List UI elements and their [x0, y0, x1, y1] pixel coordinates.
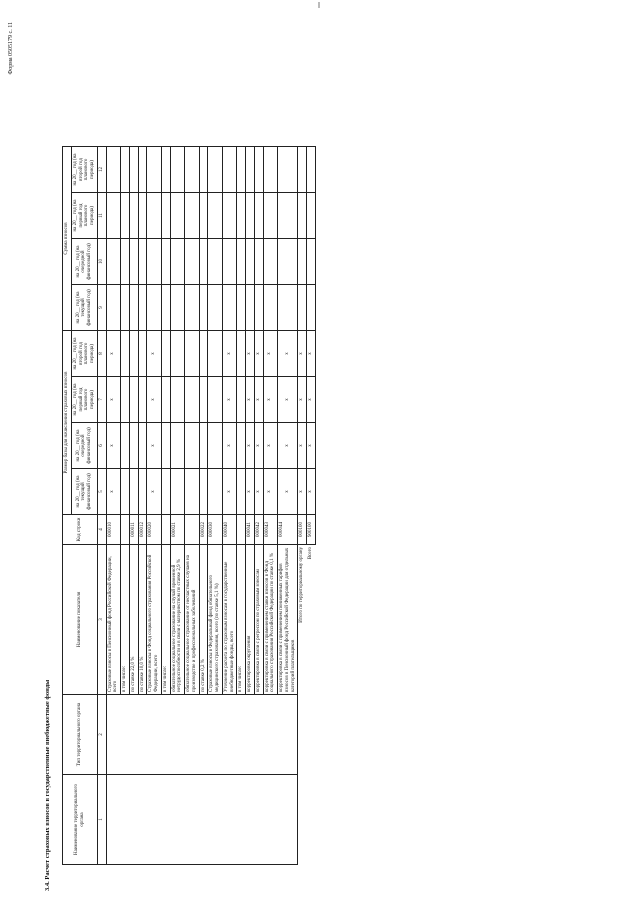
empty-value-cell[interactable]	[129, 285, 138, 331]
empty-value-cell[interactable]	[237, 239, 246, 285]
empty-value-cell[interactable]	[246, 147, 255, 193]
row-code: 000022	[199, 515, 208, 545]
empty-value-cell[interactable]	[307, 193, 316, 239]
insurance-table	[62, 146, 316, 865]
empty-value-cell[interactable]	[237, 193, 246, 239]
empty-value-cell[interactable]	[138, 469, 147, 515]
empty-value-cell[interactable]	[138, 193, 147, 239]
empty-value-cell[interactable]	[170, 469, 185, 515]
empty-value-cell[interactable]	[170, 239, 185, 285]
empty-value-cell[interactable]	[185, 469, 200, 515]
empty-value-cell[interactable]	[106, 239, 121, 285]
col-indicator: Наименование показателя	[63, 545, 98, 695]
indicator-label: корректировка в связи с применением пониженных тарифов взносов в Пенсионный фонд Российской Федерации для отдельных категорий плательщиков	[278, 545, 298, 695]
empty-value-cell[interactable]	[208, 377, 223, 423]
empty-value-cell[interactable]	[199, 331, 208, 377]
x-mark-cell: x	[263, 377, 278, 423]
empty-value-cell[interactable]	[121, 285, 130, 331]
x-mark-cell: x	[307, 331, 316, 377]
empty-value-cell[interactable]	[237, 285, 246, 331]
x-mark-cell: x	[147, 423, 162, 469]
col-sum-first: на 20__ год (на первый год планового периода)	[71, 193, 97, 239]
indicator-label: корректировка округления	[246, 545, 255, 695]
empty-value-cell[interactable]	[161, 193, 170, 239]
x-mark-cell: x	[278, 377, 298, 423]
indicator-label: Страховые взносы в Фонд социального страхования Российской Федерации, всего	[147, 545, 162, 695]
empty-value-cell[interactable]	[263, 285, 278, 331]
empty-value-cell[interactable]	[185, 331, 200, 377]
empty-value-cell[interactable]	[106, 193, 121, 239]
empty-value-cell[interactable]	[170, 377, 185, 423]
empty-value-cell[interactable]	[138, 331, 147, 377]
empty-value-cell[interactable]	[237, 469, 246, 515]
empty-value-cell[interactable]	[278, 285, 298, 331]
x-mark-cell: x	[222, 469, 237, 515]
row-code: 000100	[298, 515, 307, 545]
empty-value-cell[interactable]	[185, 239, 200, 285]
empty-value-cell[interactable]	[298, 239, 307, 285]
col-sum-current: на 20__ год (на текущий финансовый год)	[71, 285, 97, 331]
col-base-second: на 20__ год (на второй год планового периода)	[71, 331, 97, 377]
empty-value-cell[interactable]	[199, 423, 208, 469]
empty-value-cell[interactable]	[138, 147, 147, 193]
empty-value-cell[interactable]	[129, 423, 138, 469]
section-caption: 3.4. Расчет страховых взносов в государственные внебюджетные фонды	[44, 679, 51, 891]
empty-value-cell[interactable]	[199, 147, 208, 193]
x-mark-cell: x	[147, 377, 162, 423]
column-number-row	[97, 147, 106, 865]
indicator-label: по ставке 22,0 %	[129, 545, 138, 695]
indicator-label: корректировка в связи с применением ставки взносов в Фонд социального страхования Российской Федерации по ставке 0,1 %	[263, 545, 278, 695]
row-code: 000010	[106, 515, 121, 545]
column-number: 6	[97, 423, 106, 469]
col-base-next: на 20__ год (на очередной финансовый год)	[71, 423, 97, 469]
x-mark-cell: x	[106, 377, 121, 423]
empty-value-cell[interactable]	[263, 193, 278, 239]
empty-value-cell[interactable]	[129, 331, 138, 377]
empty-value-cell[interactable]	[170, 285, 185, 331]
empty-value-cell[interactable]	[129, 147, 138, 193]
indicator-label: обязательное социальное страхование на случай временной нетрудоспособности и в связи с материнством по ставке 2,9 %	[170, 545, 185, 695]
indicator-label: по ставке 0,2 %	[199, 545, 208, 695]
empty-value-cell[interactable]	[161, 239, 170, 285]
table-body	[106, 147, 315, 865]
row-code: 000043	[263, 515, 278, 545]
org-name-cell	[106, 775, 298, 865]
x-mark-cell: x	[222, 423, 237, 469]
column-number: 9	[97, 285, 106, 331]
empty-value-cell[interactable]	[237, 377, 246, 423]
x-mark-cell: x	[298, 377, 307, 423]
empty-value-cell[interactable]	[199, 239, 208, 285]
x-mark-cell: x	[278, 423, 298, 469]
empty-value-cell[interactable]	[106, 285, 121, 331]
row-code: 000042	[254, 515, 263, 545]
indicator-label: Страховые взносы в Пенсионный фонд Российской Федерации, всего	[106, 545, 121, 695]
empty-value-cell[interactable]	[161, 469, 170, 515]
indicator-label: Итого по территориальному органу	[299, 547, 305, 623]
x-mark-cell: x	[222, 377, 237, 423]
org-type-cell	[106, 695, 298, 775]
empty-value-cell[interactable]	[121, 331, 130, 377]
x-mark-cell: x	[147, 469, 162, 515]
empty-value-cell[interactable]	[298, 147, 307, 193]
empty-value-cell[interactable]	[121, 377, 130, 423]
indicator-label: корректировка в связи с регрессом по страховым взносам	[254, 545, 263, 695]
form-code: Форма 0505179 с. 11	[8, 22, 14, 75]
row-code: 000012	[138, 515, 147, 545]
x-mark-cell: x	[298, 423, 307, 469]
empty-value-cell[interactable]	[170, 331, 185, 377]
empty-value-cell[interactable]	[121, 193, 130, 239]
empty-value-cell[interactable]	[237, 147, 246, 193]
empty-value-cell[interactable]	[170, 193, 185, 239]
column-number: 3	[97, 545, 106, 695]
x-mark-cell: x	[222, 331, 237, 377]
row-code: 000021	[170, 515, 185, 545]
empty-value-cell[interactable]	[278, 147, 298, 193]
x-mark-cell: x	[106, 423, 121, 469]
row-code	[237, 515, 246, 545]
table-row	[307, 147, 316, 865]
column-number: 4	[97, 515, 106, 545]
x-mark-cell: x	[147, 331, 162, 377]
empty-value-cell[interactable]	[161, 331, 170, 377]
empty-value-cell[interactable]	[147, 285, 162, 331]
col-base-current: на 20__ год (на текущий финансовый год)	[71, 469, 97, 515]
column-number: 5	[97, 469, 106, 515]
row-code: 000044	[278, 515, 298, 545]
empty-value-cell[interactable]	[121, 239, 130, 285]
x-mark-cell: x	[307, 423, 316, 469]
x-mark-cell: x	[246, 377, 255, 423]
empty-value-cell[interactable]	[147, 147, 162, 193]
col-code: Код строки	[63, 515, 98, 545]
x-mark-cell: x	[246, 331, 255, 377]
indicator-label: обязательное социальное страхование от несчастных случаев на производстве и профессиональных заболеваний	[185, 545, 200, 695]
x-mark-cell: x	[298, 331, 307, 377]
row-code: 000030	[208, 515, 223, 545]
empty-value-cell[interactable]	[161, 285, 170, 331]
indicator-label: Уточнение расчета по страховым взносам в государственные внебюджетные фонды, всего	[222, 545, 237, 695]
empty-value-cell[interactable]	[185, 193, 200, 239]
column-number: 7	[97, 377, 106, 423]
indicator-label: в том числе:	[121, 545, 130, 695]
x-mark-cell: x	[278, 331, 298, 377]
empty-value-cell[interactable]	[263, 239, 278, 285]
col-base-first: на 20__ год (на первый год планового периода)	[71, 377, 97, 423]
x-mark-cell: x	[106, 469, 121, 515]
empty-value-cell[interactable]	[121, 469, 130, 515]
empty-value-cell[interactable]	[121, 147, 130, 193]
empty-value-cell[interactable]	[129, 239, 138, 285]
empty-value-cell[interactable]	[254, 193, 263, 239]
empty-value-cell[interactable]	[208, 239, 223, 285]
x-mark-cell: x	[254, 469, 263, 515]
col-sum-second: на 20__ год (на второй год планового периода)	[71, 147, 97, 193]
empty-value-cell[interactable]	[185, 285, 200, 331]
empty-value-cell[interactable]	[298, 193, 307, 239]
table-row	[298, 147, 307, 865]
col-sum-group: Сумма взносов	[63, 147, 72, 331]
empty-value-cell[interactable]	[129, 377, 138, 423]
empty-value-cell[interactable]	[222, 193, 237, 239]
empty-value-cell[interactable]	[138, 377, 147, 423]
empty-value-cell[interactable]	[222, 285, 237, 331]
row-code: 000020	[147, 515, 162, 545]
x-mark-cell: x	[254, 423, 263, 469]
x-mark-cell: x	[298, 469, 307, 515]
empty-value-cell[interactable]	[208, 331, 223, 377]
column-number: 12	[97, 147, 106, 193]
empty-value-cell[interactable]	[161, 423, 170, 469]
empty-value-cell[interactable]	[208, 147, 223, 193]
x-mark-cell: x	[263, 331, 278, 377]
x-mark-cell: x	[263, 423, 278, 469]
col-sum-next: на 20__ год (на очередной финансовый год)	[71, 239, 97, 285]
x-mark-cell: x	[106, 331, 121, 377]
empty-value-cell[interactable]	[185, 377, 200, 423]
empty-value-cell[interactable]	[307, 239, 316, 285]
empty-value-cell[interactable]	[254, 147, 263, 193]
empty-value-cell[interactable]	[161, 147, 170, 193]
x-mark-cell: x	[263, 469, 278, 515]
x-mark-cell: x	[307, 469, 316, 515]
empty-value-cell[interactable]	[147, 239, 162, 285]
empty-value-cell[interactable]	[208, 469, 223, 515]
empty-value-cell[interactable]	[307, 147, 316, 193]
x-mark-cell: x	[254, 331, 263, 377]
column-number: 10	[97, 239, 106, 285]
empty-value-cell[interactable]	[254, 285, 263, 331]
empty-value-cell[interactable]	[129, 469, 138, 515]
empty-value-cell[interactable]	[199, 377, 208, 423]
empty-value-cell[interactable]	[185, 423, 200, 469]
col-base-group: Размер базы для начисления страховых взносов	[63, 331, 72, 515]
row-code	[121, 515, 130, 545]
empty-value-cell[interactable]	[307, 285, 316, 331]
row-code: 000040	[222, 515, 237, 545]
empty-value-cell[interactable]	[222, 147, 237, 193]
empty-value-cell[interactable]	[246, 239, 255, 285]
empty-value-cell[interactable]	[246, 285, 255, 331]
empty-value-cell[interactable]	[185, 147, 200, 193]
empty-value-cell[interactable]	[208, 193, 223, 239]
x-mark-cell: x	[278, 469, 298, 515]
empty-value-cell[interactable]	[263, 147, 278, 193]
row-code	[161, 515, 170, 545]
table-row	[106, 147, 121, 865]
indicator-label: в том числе:	[161, 545, 170, 695]
indicator-label: Всего	[307, 547, 313, 560]
empty-value-cell[interactable]	[147, 193, 162, 239]
indicator-label: Страховые взносы в Федеральный фонд обязательного медицинского страхования, всего (по ставке 5,1 %)	[208, 545, 223, 695]
empty-value-cell[interactable]	[138, 423, 147, 469]
row-code: 000041	[246, 515, 255, 545]
empty-value-cell[interactable]	[170, 423, 185, 469]
empty-value-cell[interactable]	[246, 193, 255, 239]
column-number: 11	[97, 193, 106, 239]
empty-value-cell[interactable]	[161, 377, 170, 423]
column-number: 8	[97, 331, 106, 377]
row-code	[185, 515, 200, 545]
empty-value-cell[interactable]	[237, 331, 246, 377]
empty-value-cell[interactable]	[138, 285, 147, 331]
x-mark-cell: x	[246, 469, 255, 515]
x-mark-cell: x	[254, 377, 263, 423]
empty-value-cell[interactable]	[222, 239, 237, 285]
col-name-org: Наименование территориального органа	[63, 775, 98, 865]
empty-value-cell[interactable]	[237, 423, 246, 469]
col-type-org: Тип территориального органа	[63, 695, 98, 775]
empty-value-cell[interactable]	[106, 147, 121, 193]
empty-value-cell[interactable]	[199, 469, 208, 515]
empty-value-cell[interactable]	[278, 239, 298, 285]
empty-value-cell[interactable]	[199, 285, 208, 331]
empty-value-cell[interactable]	[278, 193, 298, 239]
empty-value-cell[interactable]	[121, 423, 130, 469]
empty-value-cell[interactable]	[298, 285, 307, 331]
empty-value-cell[interactable]	[199, 193, 208, 239]
empty-value-cell[interactable]	[138, 239, 147, 285]
indicator-label: по ставке 10,0 %	[138, 545, 147, 695]
empty-value-cell[interactable]	[129, 193, 138, 239]
indicator-label: в том числе:	[237, 545, 246, 695]
empty-value-cell[interactable]	[208, 285, 223, 331]
x-mark-cell: x	[307, 377, 316, 423]
x-mark-cell: x	[246, 423, 255, 469]
empty-value-cell[interactable]	[170, 147, 185, 193]
column-number: 1	[97, 775, 106, 865]
scan-artifact	[318, 2, 320, 8]
column-number: 2	[97, 695, 106, 775]
empty-value-cell[interactable]	[208, 423, 223, 469]
empty-value-cell[interactable]	[254, 239, 263, 285]
row-code: 900100	[307, 515, 316, 545]
row-code: 000011	[129, 515, 138, 545]
